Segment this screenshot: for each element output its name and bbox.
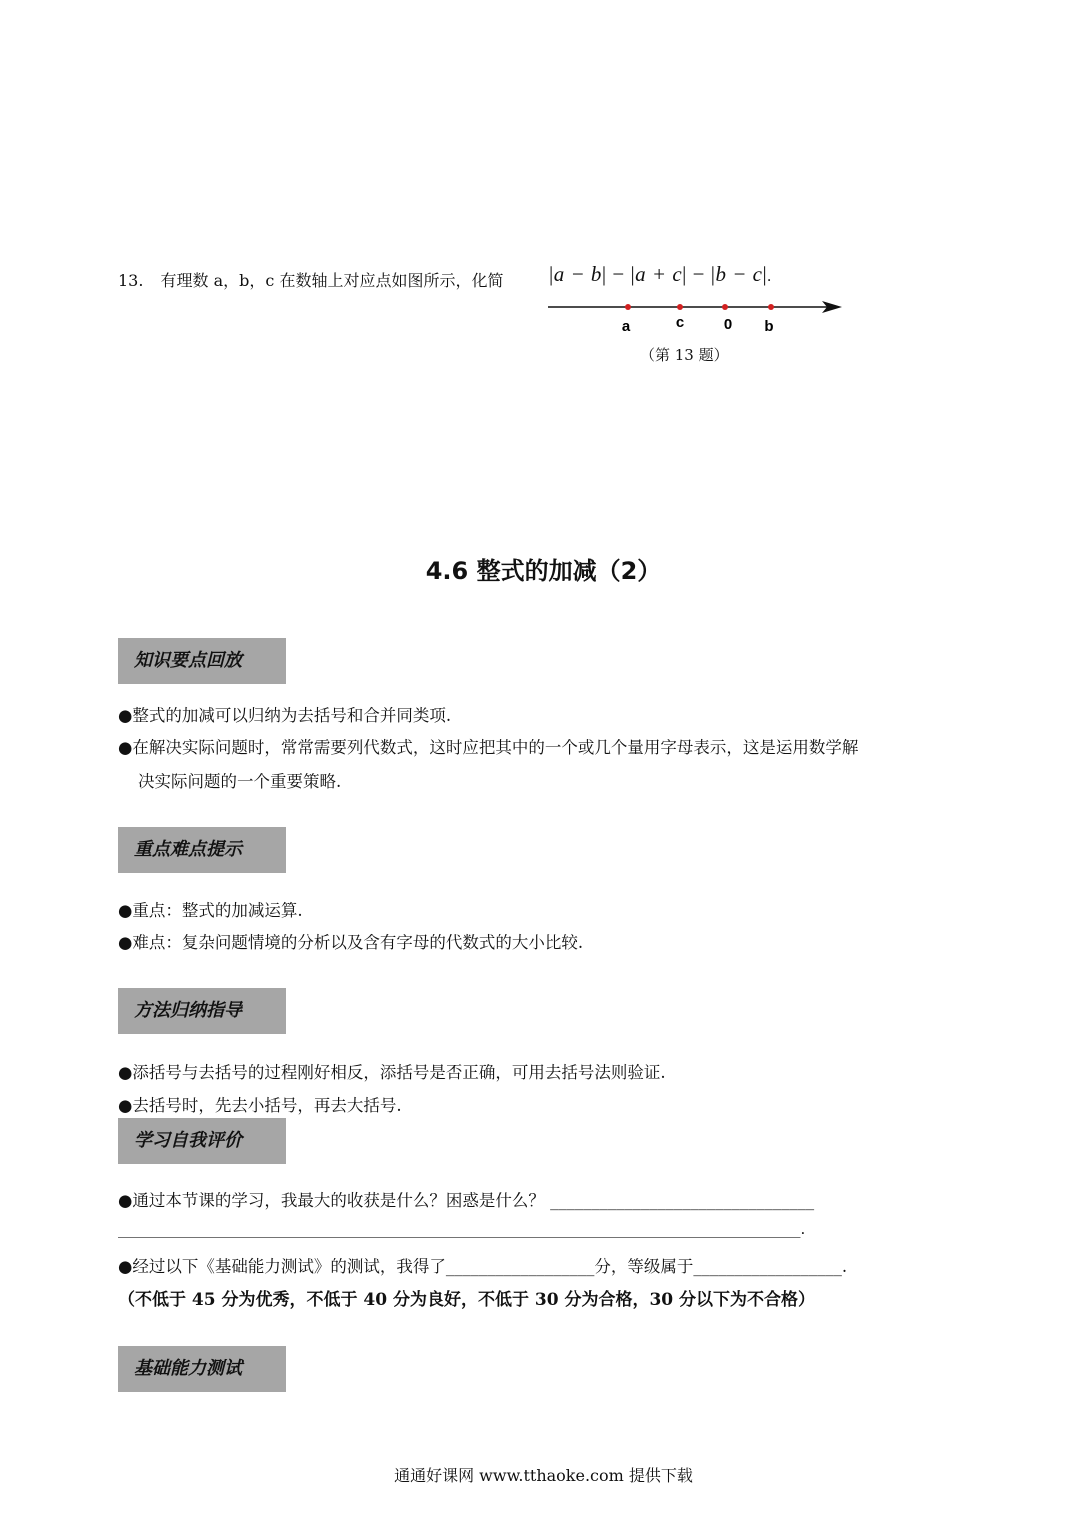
page-footer: 通通好课网 www.tthaoke.com 提供下载 [394,1466,693,1485]
method-line-1: ●添括号与去括号的过程刚好相反，添括号是否正确，可用去括号法则验证. [118,1063,666,1082]
formula-op-2: − [692,262,705,286]
question-13-text [118,268,503,291]
review-line-3: 决实际问题的一个重要策略. [138,772,342,791]
header-key-points: 重点难点提示 [118,827,286,873]
self-eval-line-1: ●通过本节课的学习，我最大的收获是什么？困惑是什么？ ________________________________ [118,1191,815,1210]
formula-term-2: a + c [635,262,683,286]
key-point-line-2: ●难点：复杂问题情境的分析以及含有字母的代数式的大小比较. [118,933,584,952]
review-line-2: ●在解决实际问题时，常常需要列代数式，这时应把其中的一个或几个量用字母表示，这是运用数学解 [118,738,859,757]
point-zero [722,304,728,310]
review-line-1: ●整式的加减可以归纳为去括号和合并同类项. [118,706,452,725]
self-eval-line-3: ●经过以下《基础能力测试》的测试，我得了__________________分，等级属于__________________. [118,1257,848,1276]
grading-note: （不低于 45 分为优秀，不低于 40 分为良好，不低于 30 分为合格，30 分以下为不合格） [118,1290,816,1310]
header-self-evaluation: 学习自我评价 [118,1118,286,1164]
self-eval-line-2: ___________________________________________________________________________________________. [118,1220,806,1238]
header-basic-test: 基础能力测试 [118,1346,286,1392]
label-zero: 0 [723,316,733,333]
formula-term-1: a − b [553,262,602,286]
section-title: 4.6 整式的加减（2） [425,557,662,585]
key-point-line-1: ●重点：整式的加减运算. [118,901,303,920]
formula-op-1: − [612,262,625,286]
question-number: 13. [118,271,144,290]
header-knowledge-review: 知识要点回放 [118,638,286,684]
method-line-2: ●去括号时，先去小括号，再去大括号. [118,1096,402,1115]
question-body: 有理数 a，b，c 在数轴上对应点如图所示，化简 [160,271,504,290]
absolute-value-formula: |a − b| − |a + c| − |b − c|. [549,262,772,286]
figure-caption: （第 13 题） [640,346,729,364]
number-line-diagram [540,290,860,340]
label-c: c [675,314,685,331]
point-c [677,304,683,310]
formula-period: . [767,268,772,285]
label-b: b [764,318,774,335]
formula-term-3: b − c [715,262,763,286]
header-method-guide: 方法归纳指导 [118,988,286,1034]
point-b [768,304,774,310]
label-a: a [621,318,631,335]
point-a [625,304,631,310]
